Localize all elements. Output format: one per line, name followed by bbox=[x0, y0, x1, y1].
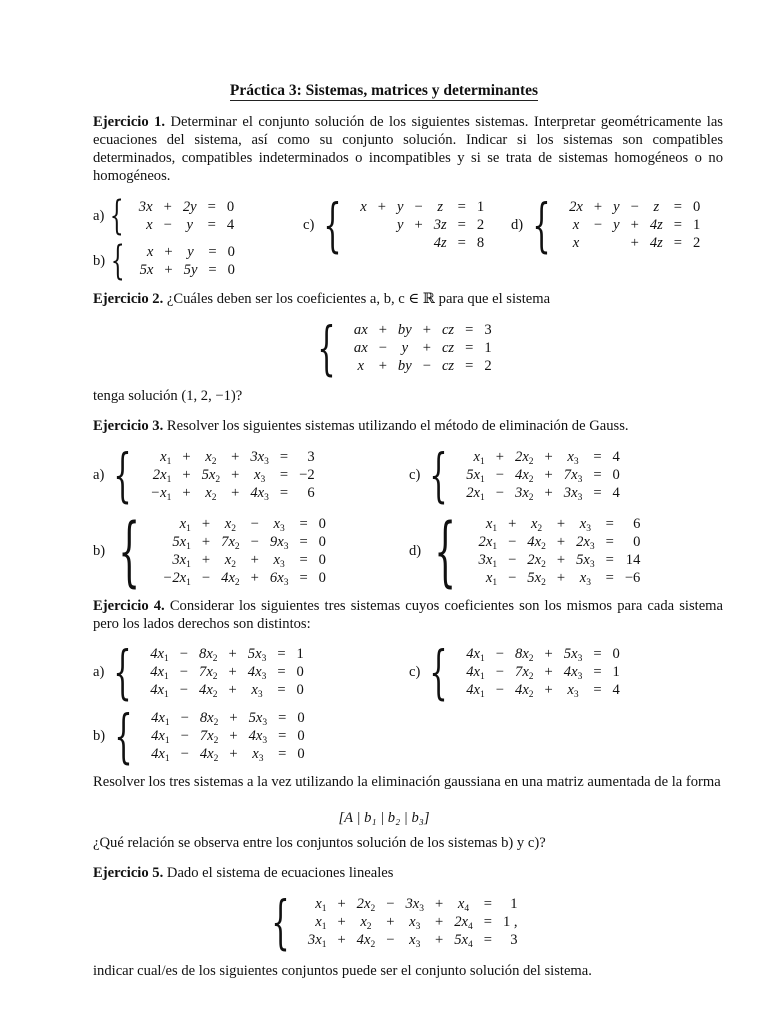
system-3a: a) { $x_1$ + $x_2$ + $3x_3$ = 3 $2x_1$ + $5x_2$ + $x_3$ = −2 $-x_1$ + $x_2$ + $4x_3$ = 6 bbox=[93, 441, 315, 509]
exercise-2-heading: Ejercicio 2. bbox=[93, 291, 164, 307]
exercise-1-statement: Ejercicio 1. Determinar el conjunto solución de los siguientes sistemas. Interpretar geométricamente las ecuaciones del sistema, así como su conjunto solución. Indicar si los sistemas son compatibles determinados, compatibles indeterminados o incompatibles y si se trata de sistemas homogéneos o no homogéneos. bbox=[93, 114, 723, 184]
system-2: { ax + by + cz = 3 ax − y + cz = 1 x + by − cz = 2 bbox=[317, 314, 492, 382]
brace: { bbox=[429, 638, 449, 706]
system-1c: c) { x + y − z = 1 y + 3z = 2 4z = 8 bbox=[303, 191, 485, 259]
brace: { bbox=[532, 191, 551, 259]
exercise-4-question: ¿Qué relación se observa entre los conjuntos solución de los sistemas b) y c)? bbox=[93, 835, 546, 851]
system-3d: d) { $x_1$ + $x_2$ + $x_3$ = 6 $2x_1$ − $4x_2$ + $2x_3$ = 0 $3x_1$ − $2x_2$ + $5x_3$ = 14 $x_1$ − $5x_2$ + $x_3$ = −6 bbox=[409, 506, 641, 595]
brace: { bbox=[113, 441, 133, 509]
brace: { bbox=[317, 314, 336, 382]
brace: { bbox=[110, 238, 125, 284]
system-4c: c) { $4x_1$ − $8x_2$ + $5x_3$ = 0 $4x_1$ − $7x_2$ + $4x_3$ = 1 $4x_1$ − $4x_2$ + $x_3$ = 4 bbox=[409, 638, 620, 706]
system-5: { $x_1$ + $2x_2$ − $3x_3$ + $x_4$ = 1 $x_1$ + $x_2$ + $x_3$ + $2x_4$ = 1 , $3x_1$ + $4x_2$ − $x_3$ + $5x_4$ = 3 bbox=[271, 888, 518, 956]
exercise-5-after: indicar cual/es de los siguientes conjuntos puede ser el conjunto solución del sistema. bbox=[93, 963, 592, 979]
label-4a: a) bbox=[93, 664, 105, 680]
brace: { bbox=[271, 888, 290, 956]
label-3d: d) bbox=[409, 543, 422, 559]
label-3b: b) bbox=[93, 543, 106, 559]
label-4c: c) bbox=[409, 664, 421, 680]
label-1c: c) bbox=[303, 217, 315, 233]
system-1b: b) { x + y = 0 5x + 5y = 0 bbox=[93, 238, 235, 284]
brace: { bbox=[118, 506, 141, 595]
system-4a: a) { $4x_1$ − $8x_2$ + $5x_3$ = 1 $4x_1$ − $7x_2$ + $4x_3$ = 0 $4x_1$ − $4x_2$ + $x_3$ = 0 bbox=[93, 638, 304, 706]
exercise-3-statement: Ejercicio 3. Resolver los siguientes sistemas utilizando el método de eliminación de Gauss. bbox=[93, 418, 629, 434]
brace: { bbox=[110, 193, 125, 239]
exercise-1-heading: Ejercicio 1. bbox=[93, 114, 166, 130]
label-1d: d) bbox=[511, 217, 524, 233]
system-3c: c) { $x_1$ + $2x_2$ + $x_3$ = 4 $5x_1$ − $4x_2$ + $7x_3$ = 0 $2x_1$ − $3x_2$ + $3x_3$ = 4 bbox=[409, 441, 620, 509]
exercise-4-heading: Ejercicio 4. bbox=[93, 598, 165, 614]
label-1a: a) bbox=[93, 208, 105, 224]
system-4b: b) { $4x_1$ − $8x_2$ + $5x_3$ = 0 $4x_1$ − $7x_2$ + $4x_3$ = 0 $4x_1$ − $4x_2$ + $x_3$ = 0 bbox=[93, 702, 305, 770]
exercise-5-statement: Ejercicio 5. Dado el sistema de ecuaciones lineales bbox=[93, 865, 394, 881]
system-3b: b) { $x_1$ + $x_2$ − $x_3$ = 0 $5x_1$ + $7x_2$ − $9x_3$ = 0 $3x_1$ + $x_2$ + $x_3$ = 0 $-2x_1$ − $4x_2$ + $6x_3$ = 0 bbox=[93, 506, 326, 595]
label-3a: a) bbox=[93, 467, 105, 483]
exercise-4-after: Resolver los tres sistemas a la vez utilizando la eliminación gaussiana en una matriz aumentada de la forma bbox=[93, 774, 721, 790]
label-1b: b) bbox=[93, 253, 106, 269]
exercise-4-statement: Ejercicio 4. Considerar los siguientes tres sistemas cuyos coeficientes son los mismos para cada sistema pero los lados derechos son distintos: bbox=[93, 598, 723, 632]
augmented-matrix: [A | b₁ | b₂ | b₃] bbox=[338, 810, 430, 826]
brace: { bbox=[114, 702, 133, 770]
system-1a: a) { 3x + 2y = 0 x − y = 4 bbox=[93, 193, 235, 239]
system-1d: d) { 2x + y − z = 0 x − y + 4z = 1 x + 4z = 2 bbox=[511, 191, 701, 259]
label-3c: c) bbox=[409, 467, 421, 483]
page-title: Práctica 3: Sistemas, matrices y determinantes bbox=[229, 82, 539, 99]
exercise-5-heading: Ejercicio 5. bbox=[93, 865, 164, 881]
label-4b: b) bbox=[93, 728, 106, 744]
brace: { bbox=[434, 506, 457, 595]
brace: { bbox=[323, 191, 343, 259]
exercise-2-after: tenga solución (1, 2, −1)? bbox=[93, 388, 243, 404]
brace: { bbox=[113, 638, 133, 706]
exercise-3-heading: Ejercicio 3. bbox=[93, 418, 164, 434]
exercise-2-statement: Ejercicio 2. ¿Cuáles deben ser los coeficientes a, b, c ∈ ℝ para que el sistema bbox=[93, 291, 551, 307]
brace: { bbox=[429, 441, 449, 509]
